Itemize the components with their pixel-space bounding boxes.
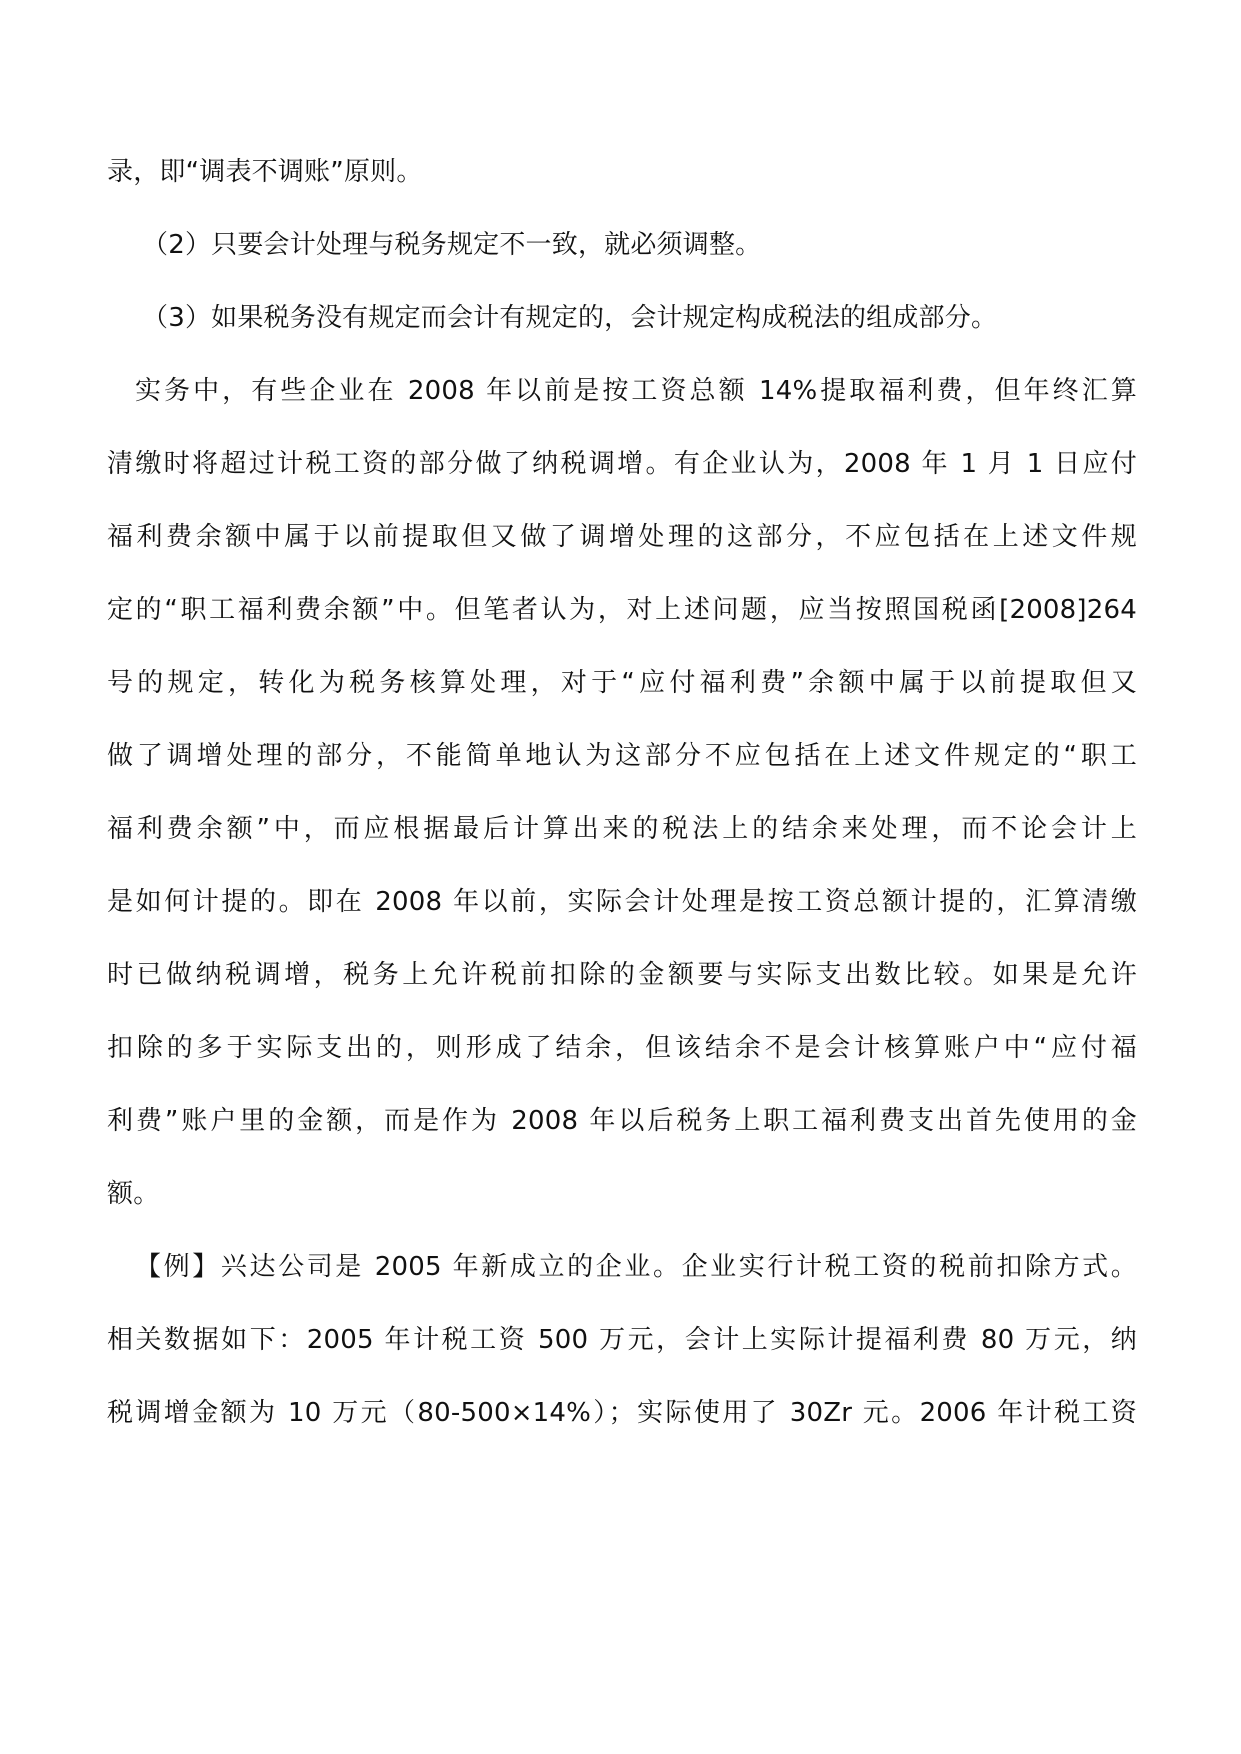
text-line: （2）只要会计处理与税务规定不一致，就必须调整。 [142, 230, 762, 260]
text-line: 时已做纳税调增，税务上允许税前扣除的金额要与实际支出数比较。如果是允许 [107, 960, 1137, 990]
text-line: 做了调增处理的部分，不能简单地认为这部分不应包括在上述文件规定的“职工 [107, 741, 1137, 771]
text-line: 福利费余额中属于以前提取但又做了调增处理的这部分，不应包括在上述文件规 [107, 522, 1137, 552]
text-line: 清缴时将超过计税工资的部分做了纳税调增。有企业认为，2008 年 1 月 1 日应付 [107, 449, 1137, 479]
text-line: （3）如果税务没有规定而会计有规定的，会计规定构成税法的组成部分。 [142, 303, 998, 333]
text-line: 扣除的多于实际支出的，则形成了结余，但该结余不是会计核算账户中“应付福 [107, 1033, 1137, 1063]
text-line: 【例】兴达公司是 2005 年新成立的企业。企业实行计税工资的税前扣除方式。 [135, 1252, 1137, 1282]
text-line: 税调增金额为 10 万元（80-500×14%）；实际使用了 30Zr 元。2006 年计税工资 [107, 1398, 1137, 1428]
text-line: 福利费余额”中，而应根据最后计算出来的税法上的结余来处理，而不论会计上 [107, 814, 1137, 844]
text-line: 定的“职工福利费余额”中。但笔者认为，对上述问题，应当按照国税函[2008]264 [107, 595, 1137, 625]
text-line: 利费”账户里的金额，而是作为 2008 年以后税务上职工福利费支出首先使用的金 [107, 1106, 1137, 1136]
text-line: 实务中，有些企业在 2008 年以前是按工资总额 14%提取福利费，但年终汇算 [135, 376, 1137, 406]
text-line: 相关数据如下：2005 年计税工资 500 万元，会计上实际计提福利费 80 万元，纳 [107, 1325, 1137, 1355]
text-line: 录，即“调表不调账”原则。 [107, 157, 423, 187]
text-line: 额。 [107, 1179, 160, 1209]
text-line: 是如何计提的。即在 2008 年以前，实际会计处理是按工资总额计提的，汇算清缴 [107, 887, 1137, 917]
text-line: 号的规定，转化为税务核算处理，对于“应付福利费”余额中属于以前提取但又 [107, 668, 1137, 698]
